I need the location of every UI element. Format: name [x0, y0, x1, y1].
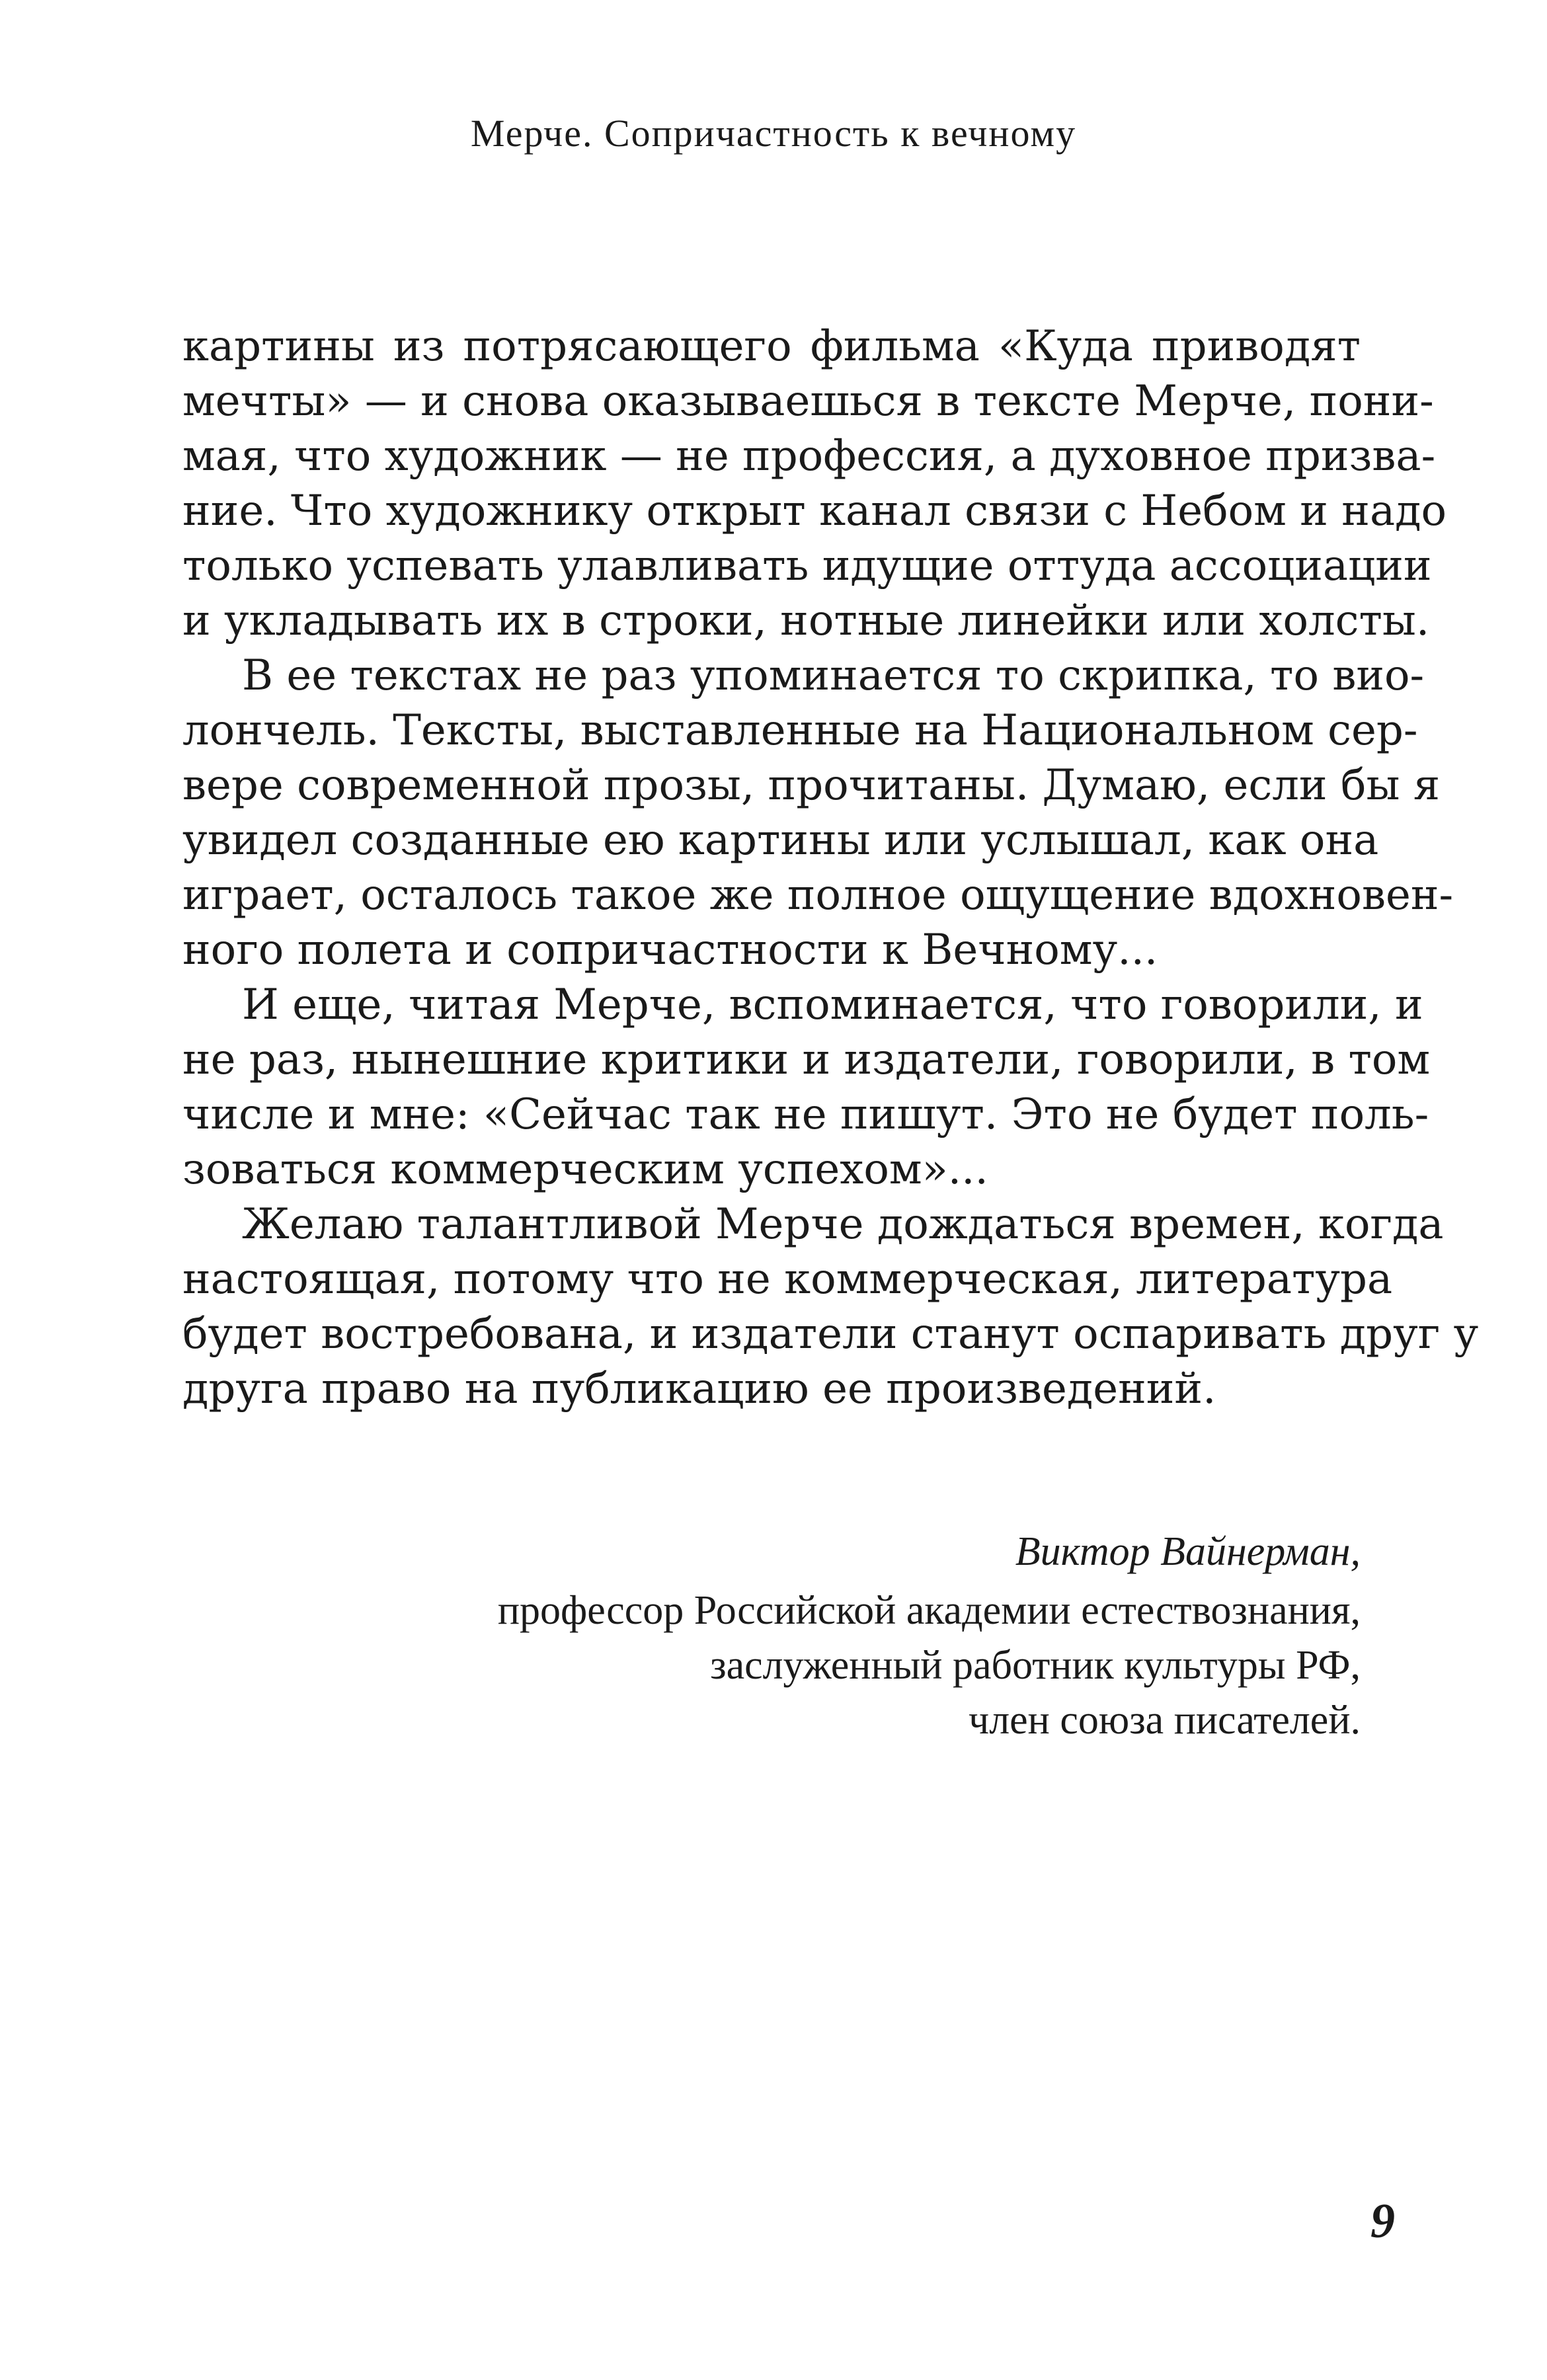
signature-title: член союза писателей.	[969, 1698, 1361, 1743]
text-line: лончель. Тексты, выставленные на Национальном сер-	[182, 706, 1418, 755]
text-line: зоваться коммерческим успехом»...	[182, 1145, 988, 1194]
text-line: не раз, нынешние критики и издатели, говорили, в том	[182, 1035, 1431, 1084]
text-line: друга право на публикацию ее произведений.	[182, 1365, 1216, 1413]
text-line: вере современной прозы, прочитаны. Думаю, если бы я	[182, 761, 1441, 810]
text-line: ние. Что художнику открыт канал связи с Небом и надо	[182, 487, 1447, 536]
page-number: 9	[1370, 2194, 1395, 2248]
text-line: картины из потрясающего фильма «Куда приводят	[182, 322, 1361, 371]
text-line: мая, что художник — не профессия, а духовное призва-	[182, 432, 1436, 481]
text-line: И еще, читая Мерче, вспоминается, что говорили, и	[242, 980, 1423, 1029]
text-line: ного полета и сопричастности к Вечному...	[182, 926, 1158, 974]
running-head: Мерче. Сопричастность к вечному	[470, 112, 1077, 155]
text-line: настоящая, потому что не коммерческая, литература	[182, 1255, 1393, 1304]
text-line: В ее текстах не раз упоминается то скрипка, то вио-	[242, 651, 1425, 700]
text-line: увидел созданные ею картины или услышал, как она	[182, 816, 1379, 865]
text-line: играет, осталось такое же полное ощущение вдохновен-	[182, 871, 1454, 920]
text-line: только успевать улавливать идущие оттуда ассоциации	[182, 541, 1432, 590]
signature-name: Виктор Вайнерман,	[1015, 1529, 1361, 1574]
text-line: числе и мне: «Сейчас так не пишут. Это не будет поль-	[182, 1090, 1429, 1139]
signature-title: заслуженный работник культуры РФ,	[710, 1643, 1361, 1688]
text-line: будет востребована, и издатели станут оспаривать друг у	[182, 1310, 1479, 1359]
text-line: Желаю талантливой Мерче дождаться времен, когда	[242, 1200, 1444, 1249]
text-line: мечты» — и снова оказываешься в тексте Мерче, пони-	[182, 377, 1434, 426]
signature-title: профессор Российской академии естествознания,	[497, 1588, 1361, 1633]
text-line: и укладывать их в строки, нотные линейки или холсты.	[182, 596, 1430, 645]
